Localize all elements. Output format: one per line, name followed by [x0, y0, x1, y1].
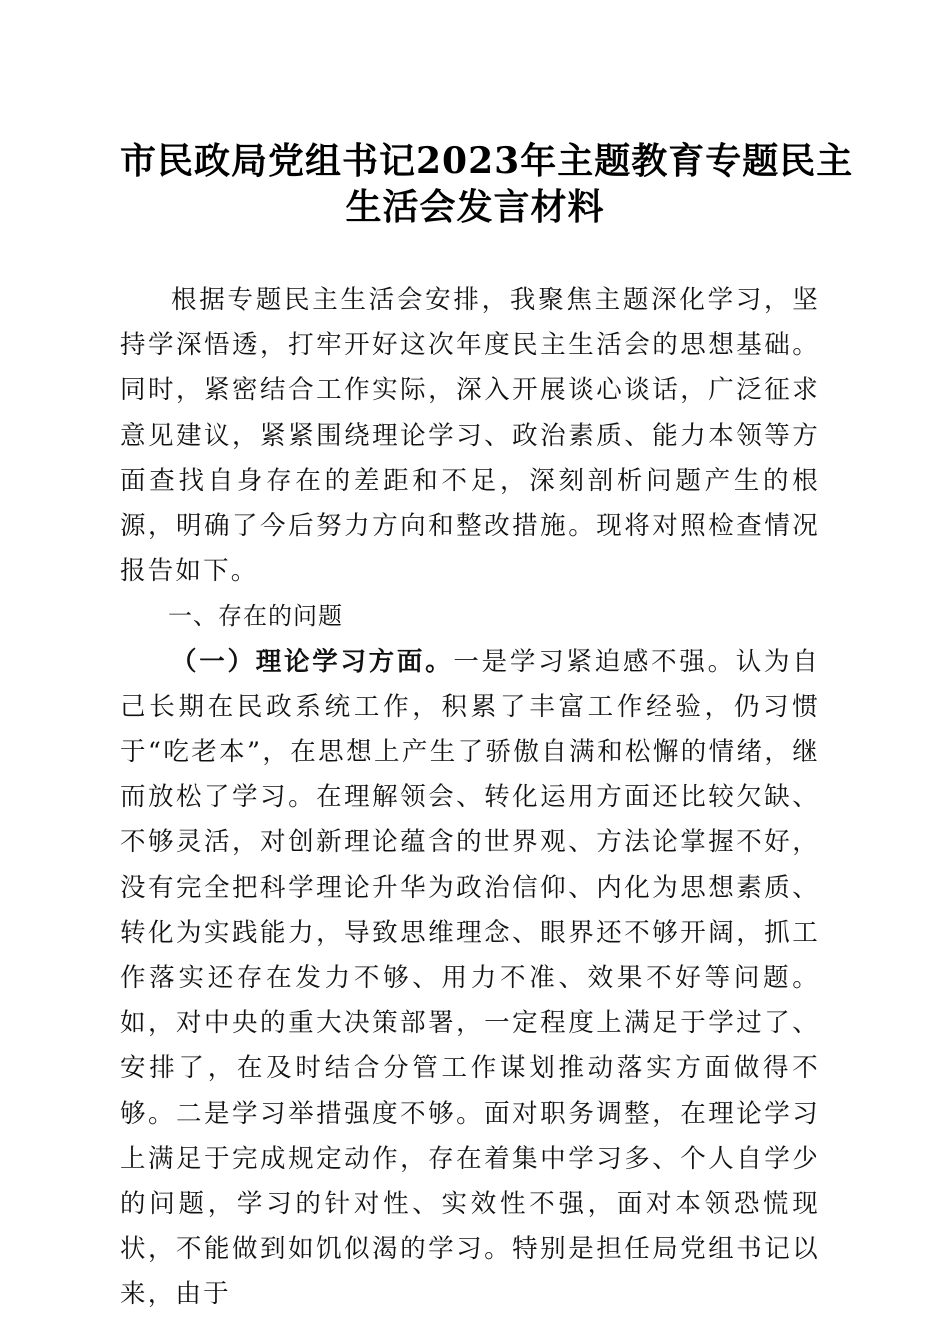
title-line-1: 市民政局党组书记2023年主题教育专题民主	[120, 140, 854, 182]
document-title	[120, 138, 854, 230]
document-body	[120, 278, 820, 1318]
title-line-2: 生活会发言材料	[345, 186, 605, 228]
theory-study-paragraph	[120, 640, 820, 1318]
section-heading-problems: 一、存在的问题	[168, 602, 343, 631]
subsection-label: （一）理论学习方面。	[171, 646, 454, 677]
intro-paragraph: 根据专题民主生活会安排，我聚焦主题深化学习，坚持学深悟透，打牢开好这次年度民主生活会的思想基础。同时，紧密结合工作实际，深入开展谈心谈话，广泛征求意见建议，紧紧围绕理论学习、政治素质、能力本领等方面查找自身存在的差距和不足，深刻剖析问题产生的根源，明确了今后努力方向和整改措施。现将对照检查情况报告如下。	[120, 285, 820, 587]
subsection-text: 一是学习紧迫感不强。认为自己长期在民政系统工作，积累了丰富工作经验，仍习惯于“吃老本”，在思想上产生了骄傲自满和松懈的情绪，继而放松了学习。在理解领会、转化运用方面还比较欠缺、不够灵活，对创新理论蕴含的世界观、方法论掌握不好，没有完全把科学理论升华为政治信仰、内化为思想素质、转化为实践能力，导致思维理念、眼界还不够开阔，抓工作落实还存在发力不够、用力不准、效果不好等问题。如，对中央的重大决策部署，一定程度上满足于学过了、安排了，在及时结合分管工作谋划推动落实方面做得不够。二是学习举措强度不够。面对职务调整，在理论学习上满足于完成规定动作，存在着集中学习多、个人自学少的问题，学习的针对性、实效性不强，面对本领恐慌现状，不能做到如饥似渴的学习。特别是担任局党组书记以来，由于	[120, 646, 820, 1310]
